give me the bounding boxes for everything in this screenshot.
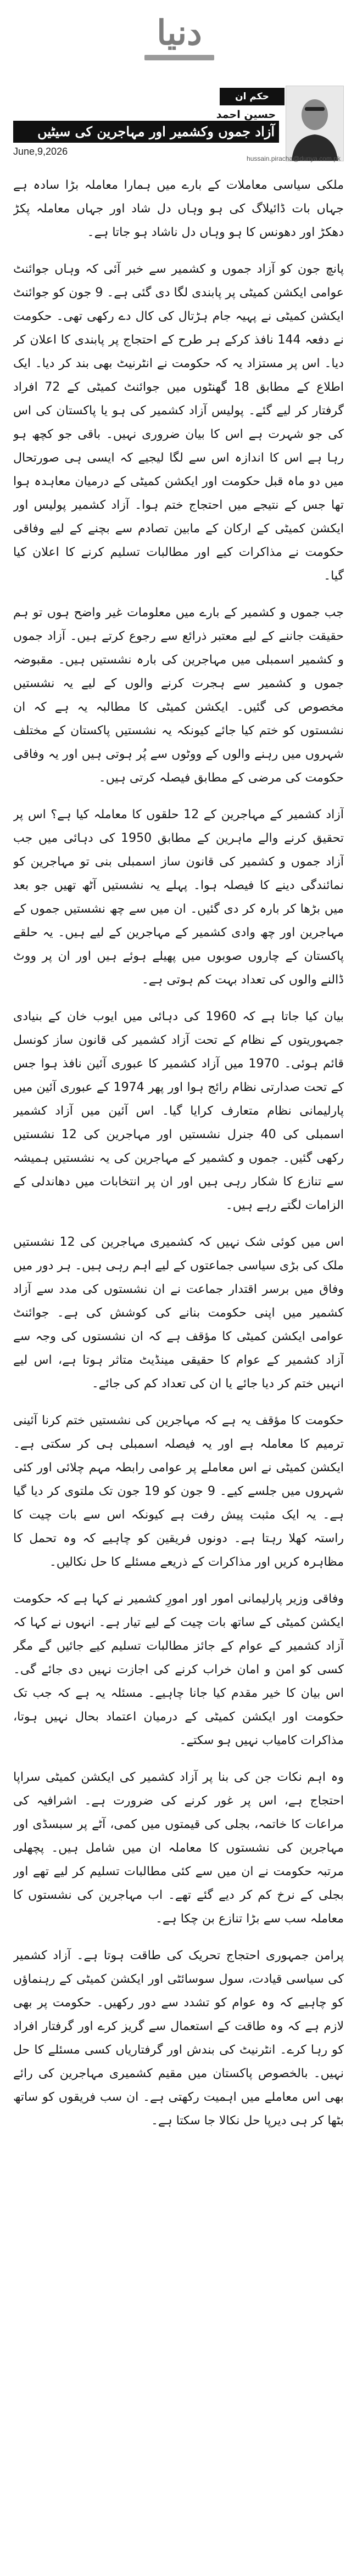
newspaper-logo — [139, 8, 220, 65]
publish-date: June,9,2026 — [13, 146, 68, 157]
article-paragraph: وفاقی وزیر پارلیمانی امور اور امورِ کشمیر نے کہا ہے کہ حکومت ایکشن کمیٹی کے ساتھ بات چیت کے لیے تیار ہے۔ انہوں نے کہا کہ آزاد کشمیر کے عوام کے جائز مطالبات تسلیم کیے جائیں گے مگر کسی کو امن و امان خراب کرنے کی اجازت نہیں دی جائے گی۔ اس بیان کا خیر مقدم کیا جانا چاہیے۔ مسئلہ یہ ہے کہ جب تک حکومت اور ایکشن کمیٹی کے درمیان اعتماد بحال نہیں ہوتا، مذاکرات کامیاب نہیں ہو سکتے۔ — [13, 1592, 344, 1747]
article-paragraph: وہ اہم نکات جن کی بنا پر آزاد کشمیر کی ایکشن کمیٹی سراپا احتجاج ہے، اس پر غور کرنے کی ضرورت ہے۔ اشرافیہ کی مراعات کا خاتمہ، بجلی کی قیمتوں میں کمی، آٹے پر سبسڈی اور مہاجرین کی نشستوں کا معاملہ ان میں شامل ہیں۔ پچھلی مرتبہ حکومت نے ان میں سے کئی مطالبات تسلیم کر لیے تھے اور بجلی کے نرخ کم کر دیے گئے تھے۔ اب مہاجرین کی نشستوں کا معاملہ سب سے بڑا تنازع بن چکا ہے۔ — [13, 1770, 344, 1926]
logo-text: دنیا — [157, 13, 202, 53]
article-paragraph: اس میں کوئی شک نہیں کہ کشمیری مہاجرین کی 12 نشستیں ملک کی بڑی سیاسی جماعتوں کے لیے اہم رہی ہیں۔ ہر دور میں وفاق میں برسر اقتدار جماعت نے ان نشستوں کی مدد سے آزاد کشمیر میں اپنی حکومت بنانے کی کوشش کی ہے۔ جوائنٹ عوامی ایکشن کمیٹی کا مؤقف ہے کہ ان نشستوں کی وجہ سے آزاد کشمیر کے عوام کا حقیقی مینڈیٹ متاثر ہوتا ہے، اس لیے انہیں ختم کر دیا جائے یا ان کی تعداد کم کی جائے۔ — [13, 1235, 344, 1391]
article-paragraph: پانچ جون کو آزاد جموں و کشمیر سے خبر آئی کہ وہاں جوائنٹ عوامی ایکشن کمیٹی پر پابندی لگا دی گئی ہے۔ 9 جون کو جوائنٹ ایکشن کمیٹی نے پہیہ جام ہڑتال کی کال دے رکھی تھی۔ حکومت نے دفعہ 144 نافذ کرکے ہر طرح کے احتجاج پر پابندی کا اعلان کر دیا۔ اس پر مستزاد یہ کہ حکومت نے انٹرنیٹ بھی بند کر دیا۔ ایک اطلاع کے مطابق 18 گھنٹوں میں جوائنٹ کمیٹی کے 72 افراد گرفتار کر لیے گئے۔ پولیس آزاد کشمیر کی ہو یا پاکستان کی اس کی جو شہرت ہے اس کا بیان ضروری نہیں۔ باقی جو کچھ ہو رہا ہے اس کا اندازہ اس سے لگا لیجیے کہ ایسی ہی صورتحال میں دو ماہ قبل حکومت اور ایکشن کمیٹی کے درمیان معاہدہ ہوا تھا جس کے نتیجے میں احتجاج ختم ہوا۔ آزاد کشمیر پولیس اور ایکشن کمیٹی کے ارکان کے مابین تصادم سے بچنے کے لیے وفاقی حکومت نے مذاکرات کیے اور مطالبات تسلیم کرنے کا اعلان کیا گیا۔ — [13, 262, 344, 583]
article-paragraph: پرامن جمہوری احتجاج تحریک کی طاقت ہوتا ہے۔ آزاد کشمیر کی سیاسی قیادت، سول سوسائٹی اور ایکشن کمیٹی کے رہنماؤں کو چاہیے کہ وہ عوام کو تشدد سے دور رکھیں۔ حکومت پر بھی لازم ہے کہ وہ طاقت کے استعمال سے گریز کرے اور گرفتار افراد کو رہا کرے۔ انٹرنیٹ کی بندش اور گرفتاریاں کسی مسئلے کا حل نہیں۔ بالخصوص پاکستان میں مقیم کشمیری مہاجرین کی رائے بھی اس معاملے میں اہمیت رکھتی ہے۔ ان سب فریقوں کو ساتھ بٹھا کر ہی دیرپا حل نکالا جا سکتا ہے۔ — [13, 1949, 344, 2128]
author-photo — [286, 86, 344, 161]
author-name: حسین احمد — [216, 109, 276, 121]
article-paragraph: آزاد کشمیر کے مہاجرین کے 12 حلقوں کا معاملہ کیا ہے؟ اس پر تحقیق کرنے والے ماہرین کے مطابق 1950 کی دہائی میں جب آزاد جموں و کشمیر کی قانون ساز اسمبلی بنی تو مہاجرین کو نمائندگی دینے کا فیصلہ ہوا۔ پہلے یہ نشستیں آٹھ تھیں جو بعد میں بڑھا کر بارہ کر دی گئیں۔ ان میں سے چھ نشستیں جموں کے مہاجرین اور چھ وادی کشمیر کے مہاجرین کے لیے ہیں۔ یہ حلقے پاکستان کے چاروں صوبوں میں پھیلے ہوئے ہیں اور ان پر ووٹ ڈالنے والوں کی تعداد بہت کم ہوتی ہے۔ — [13, 808, 344, 987]
author-portrait-icon — [286, 86, 343, 161]
column-brand-badge: حکم ان — [220, 88, 285, 105]
column-header — [0, 82, 357, 165]
article-paragraph: بیان کیا جاتا ہے کہ 1960 کی دہائی میں ایوب خان کے بنیادی جمہوریتوں کے نظام کے تحت آزاد کشمیر کی قانون ساز کونسل قائم ہوئی۔ 1970 میں آزاد کشمیر کا عبوری آئین نافذ ہوا جس کے تحت صدارتی نظام رائج ہوا اور پھر 1974 کے عبوری آئین میں پارلیمانی نظام متعارف کرایا گیا۔ اس آئین میں آزاد کشمیر اسمبلی کی 40 جنرل نشستیں اور مہاجرین کی 12 نشستیں رکھی گئیں۔ جموں و کشمیر کے مہاجرین کی یہ نشستیں ہمیشہ سے تنازع کا شکار رہی ہیں اور ان پر انتخابات میں دھاندلی کے الزامات لگتے رہے ہیں۔ — [13, 1010, 344, 1212]
article-paragraph: ملکی سیاسی معاملات کے بارے میں ہمارا معاملہ بڑا سادہ ہے جہاں بات ڈائیلاگ کی ہو وہاں دل شاد اور جہاں معاملہ پکڑ دھکڑ اور دھونس کا ہو وہاں دل ناشاد ہو جاتا ہے۔ — [13, 178, 344, 239]
author-email[interactable]: hussain.piracha@dunya.com.pk — [247, 155, 341, 162]
column-title: آزاد جموں وکشمیر اور مہاجرین کی سیٹیں — [13, 121, 279, 143]
article-paragraph: جب جموں و کشمیر کے بارے میں معلومات غیر واضح ہوں تو ہم حقیقت جاننے کے لیے معتبر ذرائع سے رجوع کرتے ہیں۔ آزاد جموں و کشمیر اسمبلی میں مہاجرین کی بارہ نشستیں ہیں۔ مقبوضہ جموں و کشمیر سے ہجرت کرنے والوں کے لیے یہ نشستیں مخصوص کی گئیں۔ ایکشن کمیٹی کا مطالبہ یہ ہے کہ ان نشستوں کو ختم کیا جائے کیونکہ یہ نشستیں پاکستان کے مختلف شہروں میں رہنے والوں کے ووٹوں سے پُر ہوتی ہیں اور یہ وفاقی حکومت کی مرضی کے مطابق فیصلہ کرتی ہیں۔ — [13, 606, 344, 785]
article-body — [13, 173, 344, 2561]
article-paragraph: حکومت کا مؤقف یہ ہے کہ مہاجرین کی نشستیں ختم کرنا آئینی ترمیم کا معاملہ ہے اور یہ فیصلہ اسمبلی ہی کر سکتی ہے۔ ایکشن کمیٹی نے اس معاملے پر عوامی رابطہ مہم چلائی اور کئی شہروں میں جلسے کیے۔ 9 جون کو 19 جون تک ملتوی کر دیا گیا ہے۔ یہ ایک مثبت پیش رفت ہے کیونکہ اس سے بات چیت کا راستہ کھلا رہتا ہے۔ دونوں فریقین کو چاہیے کہ وہ تحمل کا مظاہرہ کریں اور مذاکرات کے ذریعے مسئلے کا حل نکالیں۔ — [13, 1414, 344, 1569]
logo-underline — [144, 55, 214, 60]
